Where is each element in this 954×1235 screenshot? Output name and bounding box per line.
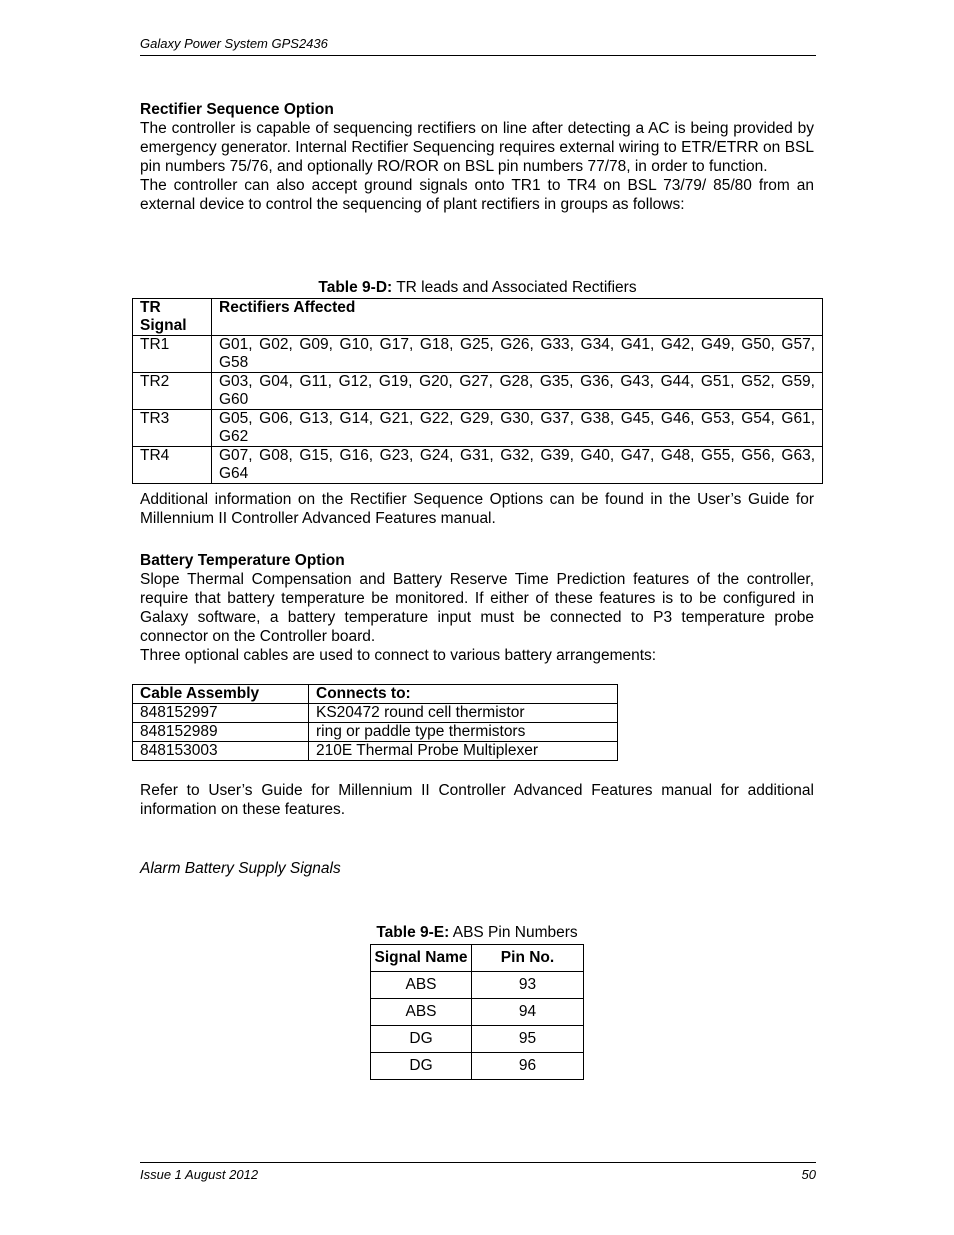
table-row [371, 1026, 584, 1053]
page-number: 50 [801, 1167, 816, 1182]
signal-name-cell: ABS [371, 972, 472, 999]
signal-name-cell: DG [371, 1053, 472, 1080]
table-9d-caption-text: TR leads and Associated Rectifiers [392, 279, 637, 296]
table-header-row [133, 685, 618, 704]
signal-name-cell: DG [371, 1026, 472, 1053]
connects-to-cell: 210E Thermal Probe Multiplexer [309, 742, 618, 761]
table-row [133, 704, 618, 723]
alarm-battery-supply-heading: Alarm Battery Supply Signals [140, 860, 341, 877]
rectifiers-cell: G01, G02, G09, G10, G17, G18, G25, G26, G33, G34, G41, G42, G49, G50, G57, G58 [212, 336, 823, 373]
rectifier-paragraph-1: The controller is capable of sequencing rectifiers on line after detecting a AC is being provided by emergency generator. Internal Rectifier Sequencing requires external wiring to ETR/ETRR on BSL pin numbers 75/76, and optionally RO/ROR on BSL pin numbers 77/78, in order to function. [140, 120, 814, 175]
table-9e-caption-label: Table 9-E: [376, 924, 450, 941]
pin-number-cell: 96 [472, 1053, 584, 1080]
table-row [371, 999, 584, 1026]
table-row [133, 410, 823, 447]
pin-number-cell: 93 [472, 972, 584, 999]
rectifier-paragraph-2: The controller can also accept ground signals onto TR1 to TR4 on BSL 73/79/ 85/80 from an external device to control the sequencing of plant rectifiers in groups as follows: [140, 177, 814, 213]
table-9d-caption [132, 278, 823, 297]
battery-temperature-section [140, 551, 814, 665]
table-row [133, 723, 618, 742]
table-9e-caption-text: ABS Pin Numbers [449, 924, 578, 941]
rectifier-sequence-heading: Rectifier Sequence Option [140, 101, 334, 118]
abs-pin-table [370, 944, 584, 1080]
page-header [140, 36, 816, 56]
cable-assembly-cell: 848152997 [133, 704, 309, 723]
column-header-rectifiers: Rectifiers Affected [212, 299, 823, 336]
column-header-cable-assembly: Cable Assembly [133, 685, 309, 704]
tr-signal-cell: TR1 [133, 336, 212, 373]
pin-number-cell: 95 [472, 1026, 584, 1053]
signal-name-cell: ABS [371, 999, 472, 1026]
issue-date: Issue 1 August 2012 [140, 1167, 259, 1182]
table-row [371, 1053, 584, 1080]
cable-assembly-cell: 848153003 [133, 742, 309, 761]
document-title: Galaxy Power System GPS2436 [140, 36, 328, 51]
column-header-connects-to: Connects to: [309, 685, 618, 704]
tr-leads-table [132, 298, 823, 484]
column-header-signal-name: Signal Name [371, 945, 472, 972]
table-row [133, 742, 618, 761]
battery-temperature-heading: Battery Temperature Option [140, 552, 345, 569]
table-9e-caption [370, 923, 584, 942]
page-footer [140, 1162, 816, 1182]
column-header-pin-no: Pin No. [472, 945, 584, 972]
connects-to-cell: ring or paddle type thermistors [309, 723, 618, 742]
table-header-row [371, 945, 584, 972]
cable-assembly-cell: 848152989 [133, 723, 309, 742]
rectifier-additional-info: Additional information on the Rectifier Sequence Options can be found in the User’s Guide for Millennium II Controller Advanced Features manual. [140, 491, 814, 527]
rectifiers-cell: G05, G06, G13, G14, G21, G22, G29, G30, G37, G38, G45, G46, G53, G54, G61, G62 [212, 410, 823, 447]
table-header-row [133, 299, 823, 336]
battery-paragraph-2: Three optional cables are used to connect to various battery arrangements: [140, 647, 657, 664]
tr-signal-cell: TR4 [133, 447, 212, 484]
battery-paragraph-1: Slope Thermal Compensation and Battery Reserve Time Prediction features of the controller, require that battery temperature be monitored. If either of these features is to be configured in Galaxy software, a battery temperature input must be connected to P3 temperature probe connector on the Controller board. [140, 571, 814, 645]
table-row [371, 972, 584, 999]
rectifiers-cell: G03, G04, G11, G12, G19, G20, G27, G28, G35, G36, G43, G44, G51, G52, G59, G60 [212, 373, 823, 410]
table-row [133, 447, 823, 484]
table-row [133, 373, 823, 410]
connects-to-cell: KS20472 round cell thermistor [309, 704, 618, 723]
tr-signal-cell: TR2 [133, 373, 212, 410]
tr-signal-cell: TR3 [133, 410, 212, 447]
pin-number-cell: 94 [472, 999, 584, 1026]
rectifier-sequence-section [140, 100, 814, 214]
cable-additional-info: Refer to User’s Guide for Millennium II Controller Advanced Features manual for additional information on these features. [140, 782, 814, 818]
cable-assembly-table [132, 684, 618, 761]
table-row [133, 336, 823, 373]
table-9d-caption-label: Table 9-D: [318, 279, 393, 296]
column-header-tr-signal: TR Signal [133, 299, 212, 336]
rectifiers-cell: G07, G08, G15, G16, G23, G24, G31, G32, G39, G40, G47, G48, G55, G56, G63, G64 [212, 447, 823, 484]
